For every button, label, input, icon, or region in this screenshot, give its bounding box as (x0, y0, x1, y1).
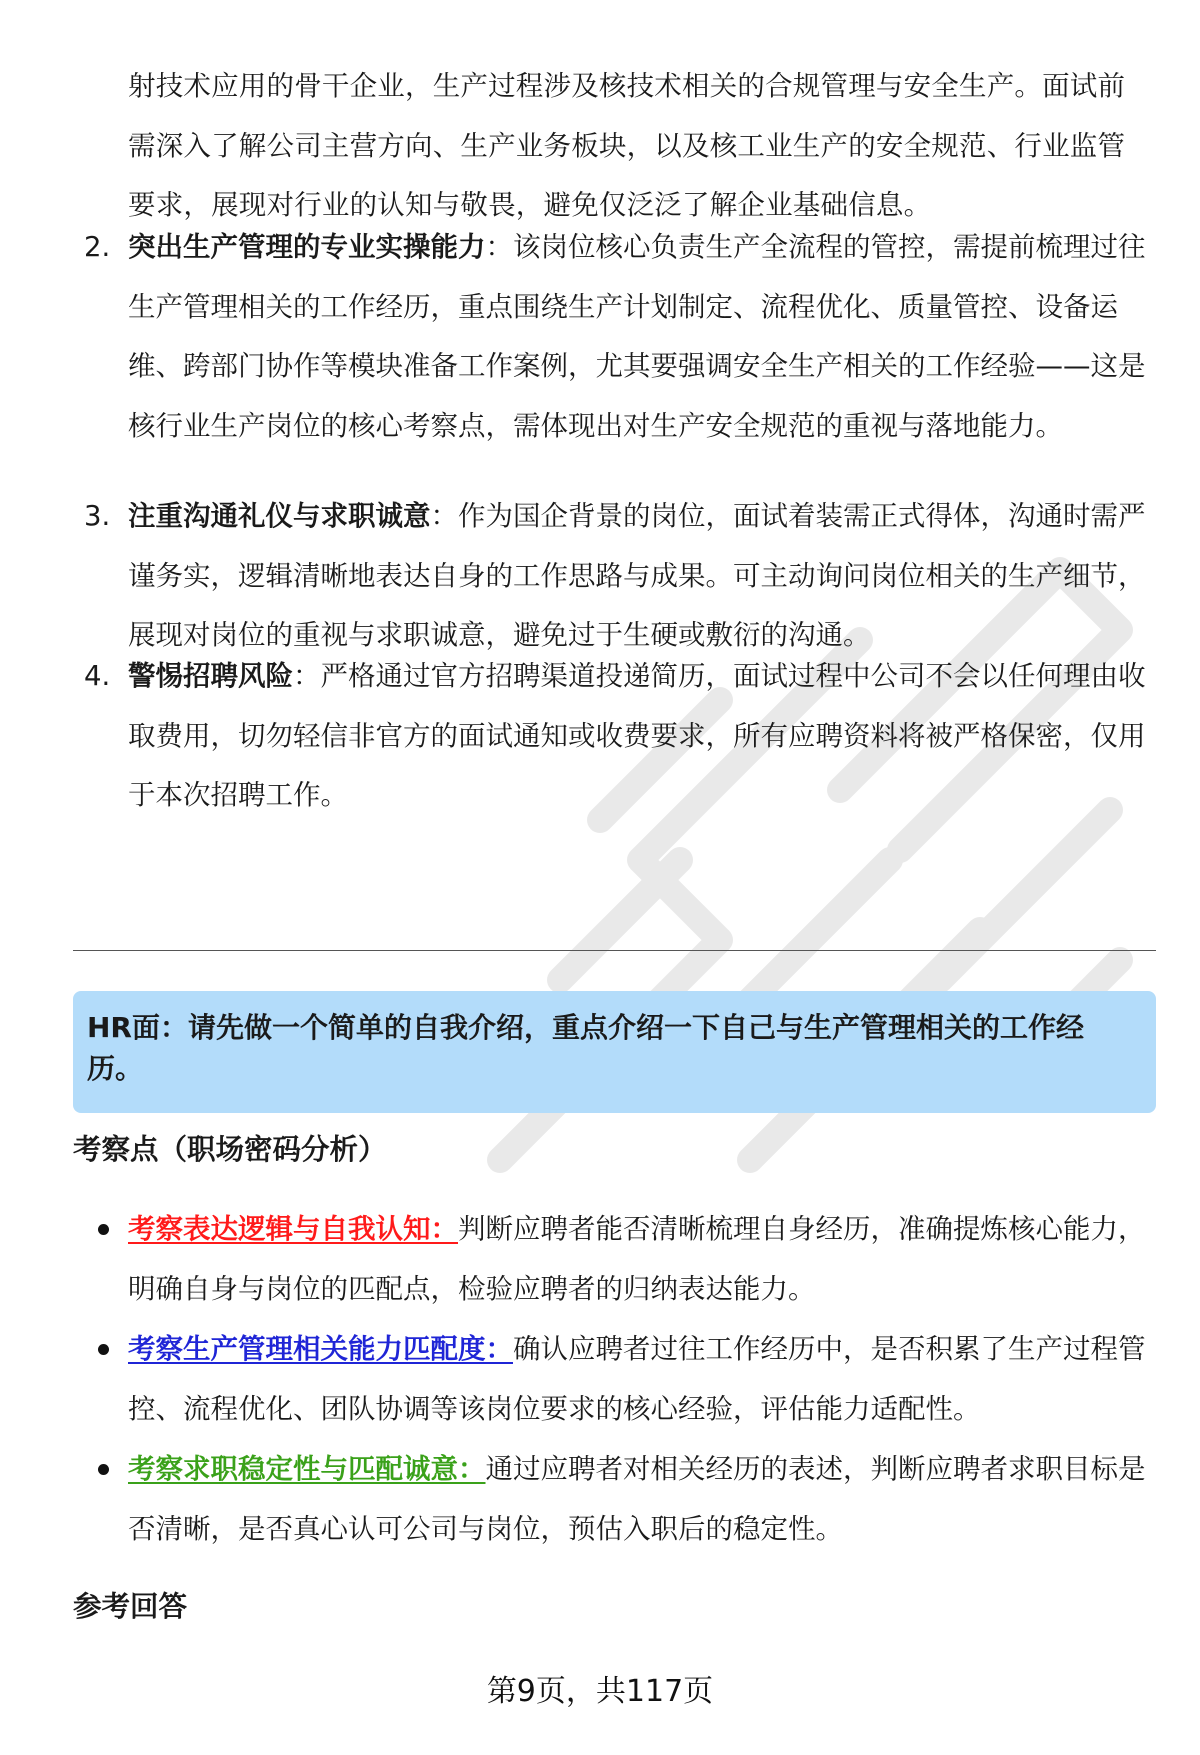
analysis-point-3 (98, 1440, 1148, 1559)
analysis-point-1 (98, 1200, 1148, 1319)
tip-text: ：作为国企背景的岗位，面试着装需正式得体，沟通时需严谨务实，逻辑清晰地表达自身的工作思路与成果。可主动询问岗位相关的生产细节，展现对岗位的重视与求职诚意，避免过于生硬或敷衍的沟通。 (128, 500, 1146, 651)
question-box: HR面：请先做一个简单的自我介绍，重点介绍一下自己与生产管理相关的工作经历。 (73, 991, 1156, 1113)
tip-text: ：严格通过官方招聘渠道投递简历，面试过程中公司不会以任何理由收取费用，切勿轻信非官方的面试通知或收费要求，所有应聘资料将被严格保密，仅用于本次招聘工作。 (128, 660, 1146, 811)
point-text: 判断应聘者能否清晰梳理自身经历，准确提炼核心能力，明确自身与岗位的匹配点，检验应聘者的归纳表达能力。 (128, 1213, 1146, 1305)
point-text: 确认应聘者过往工作经历中，是否积累了生产过程管控、流程优化、团队协调等该岗位要求的核心经验，评估能力适配性。 (128, 1333, 1146, 1425)
tip-text: ：该岗位核心负责生产全流程的管控，需提前梳理过往生产管理相关的工作经历，重点围绕生产计划制定、流程优化、质量管控、设备运维、跨部门协作等模块准备工作案例，尤其要强调安全生产相关的工作经验——这是核行业生产岗位的核心考察点，需体现出对生产安全规范的重视与落地能力。 (128, 231, 1146, 442)
bullet-icon (98, 1344, 109, 1355)
section-divider (73, 950, 1156, 951)
analysis-heading: 考察点（职场密码分析） (73, 1133, 387, 1166)
tip-item-3 (80, 487, 1150, 666)
intro-continuation: 射技术应用的骨干企业，生产过程涉及核技术相关的合规管理与安全生产。面试前需深入了解公司主营方向、生产业务板块，以及核工业生产的安全规范、行业监管要求，展现对行业的认知与敬畏，避免仅泛泛了解企业基础信息。 (128, 70, 1126, 221)
tip-title: 突出生产管理的专业实操能力 (128, 231, 486, 263)
tip-number: 3. (84, 500, 111, 532)
analysis-point-2 (98, 1320, 1148, 1439)
tip-item-4 (80, 647, 1150, 826)
page-footer: 第9页，共117页 (486, 1674, 714, 1709)
point-label: 考察求职稳定性与匹配诚意： (128, 1453, 486, 1485)
answer-heading: 参考回答 (73, 1590, 188, 1623)
tip-title: 警惕招聘风险 (128, 660, 293, 692)
tip-item-2 (80, 218, 1150, 456)
tip-number: 2. (84, 231, 111, 263)
tip-number: 4. (84, 660, 111, 692)
tip-title: 注重沟通礼仪与求职诚意 (128, 500, 431, 532)
bullet-icon (98, 1464, 109, 1475)
point-label: 考察生产管理相关能力匹配度： (128, 1333, 513, 1365)
point-text: 通过应聘者对相关经历的表述，判断应聘者求职目标是否清晰，是否真心认可公司与岗位，预估入职后的稳定性。 (128, 1453, 1146, 1545)
bullet-icon (98, 1224, 109, 1235)
point-label: 考察表达逻辑与自我认知： (128, 1213, 458, 1245)
